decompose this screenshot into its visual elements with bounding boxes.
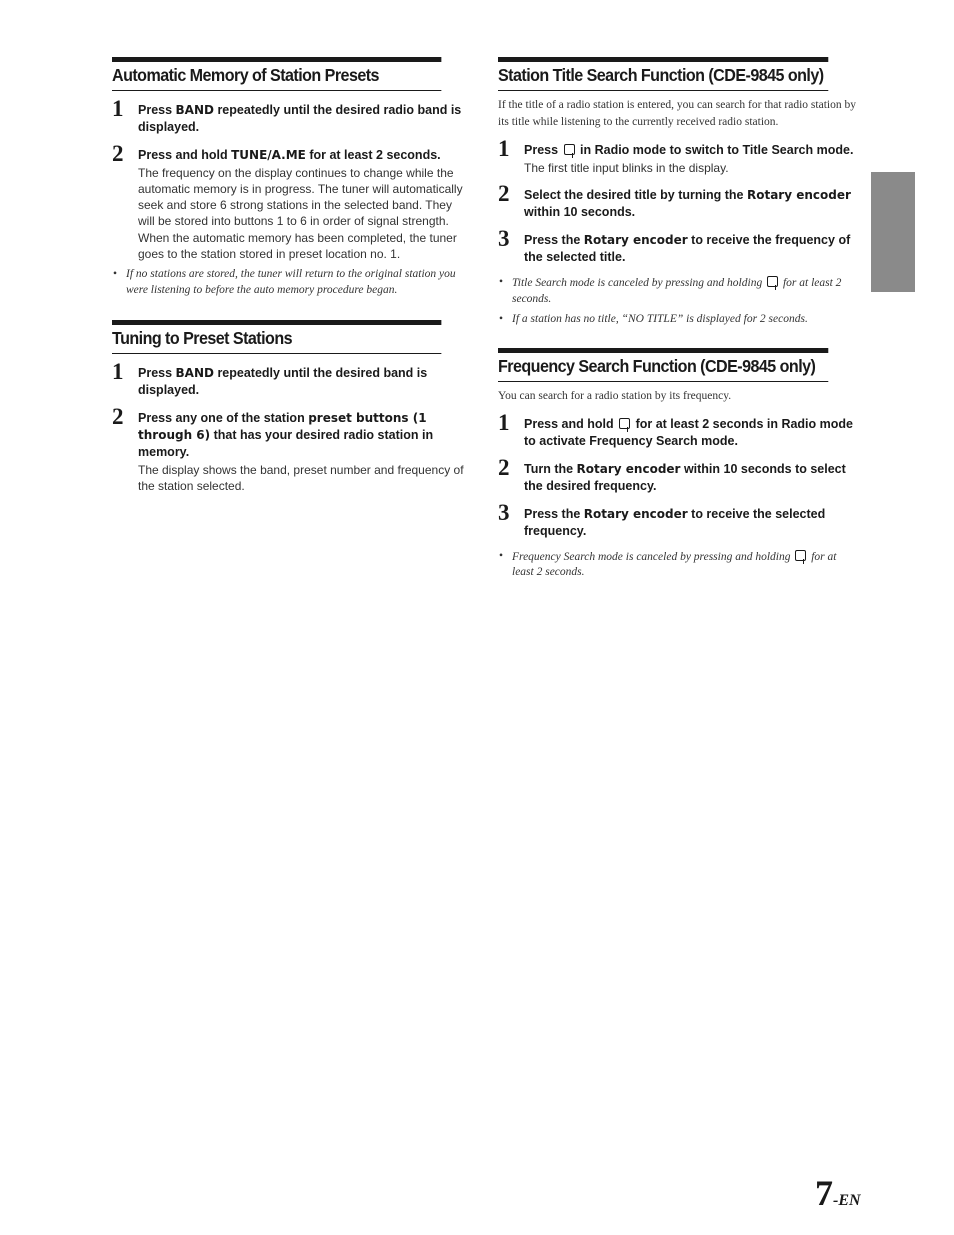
step-instruction: Press the Rotary encoder to receive the selected frequency. [524,506,826,538]
step-instruction: Press any one of the station preset buttons (1 through 6) that has your desired radio station in memory. [138,411,434,459]
step-number: 1 [498,409,510,435]
step-number: 1 [112,96,124,121]
step-number: 3 [498,226,510,251]
section-intro: If the title of a radio station is entered, you can search for that radio station by its title while listening to the currently received radio station. [498,99,856,128]
note: • If a station has no title, “NO TITLE” is displayed for 2 seconds. [499,313,808,325]
step [498,499,857,540]
keyword: Rotary encoder [583,506,688,521]
section-title-search [498,57,857,328]
step-instruction: Press the Rotary encoder to receive the frequency of the selected title. [524,233,851,264]
step-number: 1 [112,359,124,384]
step-number: 3 [498,499,510,525]
step-instruction: Press in Radio mode to switch to Title Search mode. [524,143,854,157]
note: • Frequency Search mode is canceled by pressing and holding for at least 2 seconds. [499,549,837,578]
search-button-icon [619,418,630,429]
left-column [112,57,470,514]
step-instruction: Press and hold TUNE/A.ME for at least 2 seconds. [138,148,441,162]
keyword: Rotary encoder [746,188,851,202]
step-number: 2 [498,454,510,480]
step [498,409,857,450]
step [498,226,857,266]
step-number: 2 [112,141,124,166]
step-number: 1 [498,136,510,161]
search-button-icon [795,550,806,561]
section-title: Station Title Search Function (CDE-9845 only) [498,57,828,91]
step [112,96,470,136]
keyword: BAND [175,366,214,380]
keyword: TUNE/A.ME [231,148,306,162]
section-title: Automatic Memory of Station Presets [112,57,441,91]
step-instruction: Select the desired title by turning the Rotary encoder within 10 seconds. [524,188,851,219]
step [112,359,470,399]
step [112,141,470,262]
step [498,454,857,495]
section-preset-stations [112,320,470,494]
step [498,136,857,176]
keyword: Rotary encoder [583,233,688,247]
page-number: 7-EN [815,1173,861,1213]
search-button-icon [767,276,778,287]
step-instruction: Press BAND repeatedly until the desired radio band is displayed. [138,103,462,134]
right-column [498,57,857,601]
step [112,404,470,494]
section-intro: You can search for a radio station by its frequency. [498,389,732,402]
section-title: Tuning to Preset Stations [112,320,441,354]
step-detail: The display shows the band, preset number and frequency of the station selected. [138,463,464,493]
note: • Title Search mode is canceled by pressing and holding for at least 2 seconds. [499,276,842,305]
step-number: 2 [112,404,124,429]
section-frequency-search [498,348,857,581]
section-title: Frequency Search Function (CDE-9845 only) [498,348,828,382]
search-button-icon [564,144,575,155]
note: • If no stations are stored, the tuner will return to the original station you were listening to before the auto memory procedure began. [113,268,456,296]
step-instruction: Press and hold for at least 2 seconds in Radio mode to activate Frequency Search mode. [524,416,853,448]
keyword: BAND [175,103,214,117]
step [498,181,857,221]
step-instruction: Turn the Rotary encoder within 10 seconds to select the desired frequency. [524,461,846,493]
section-auto-memory [112,57,470,298]
step-instruction: Press BAND repeatedly until the desired band is displayed. [138,366,428,397]
step-detail: The first title input blinks in the display. [524,161,729,175]
step-number: 2 [498,181,510,206]
keyword: Rotary encoder [576,461,681,476]
keyword: preset buttons (1 through 6) [138,411,427,442]
side-tab [871,172,915,292]
step-detail: When the automatic memory has been completed, the tuner goes to the station stored in preset location no. 1. [138,231,457,261]
step-detail: The frequency on the display continues to change while the automatic memory is in progress. The tuner will automatically seek and store 6 strong stations in the selected band. They will be stored into buttons 1 to 6 in order of signal strength. [138,166,463,228]
